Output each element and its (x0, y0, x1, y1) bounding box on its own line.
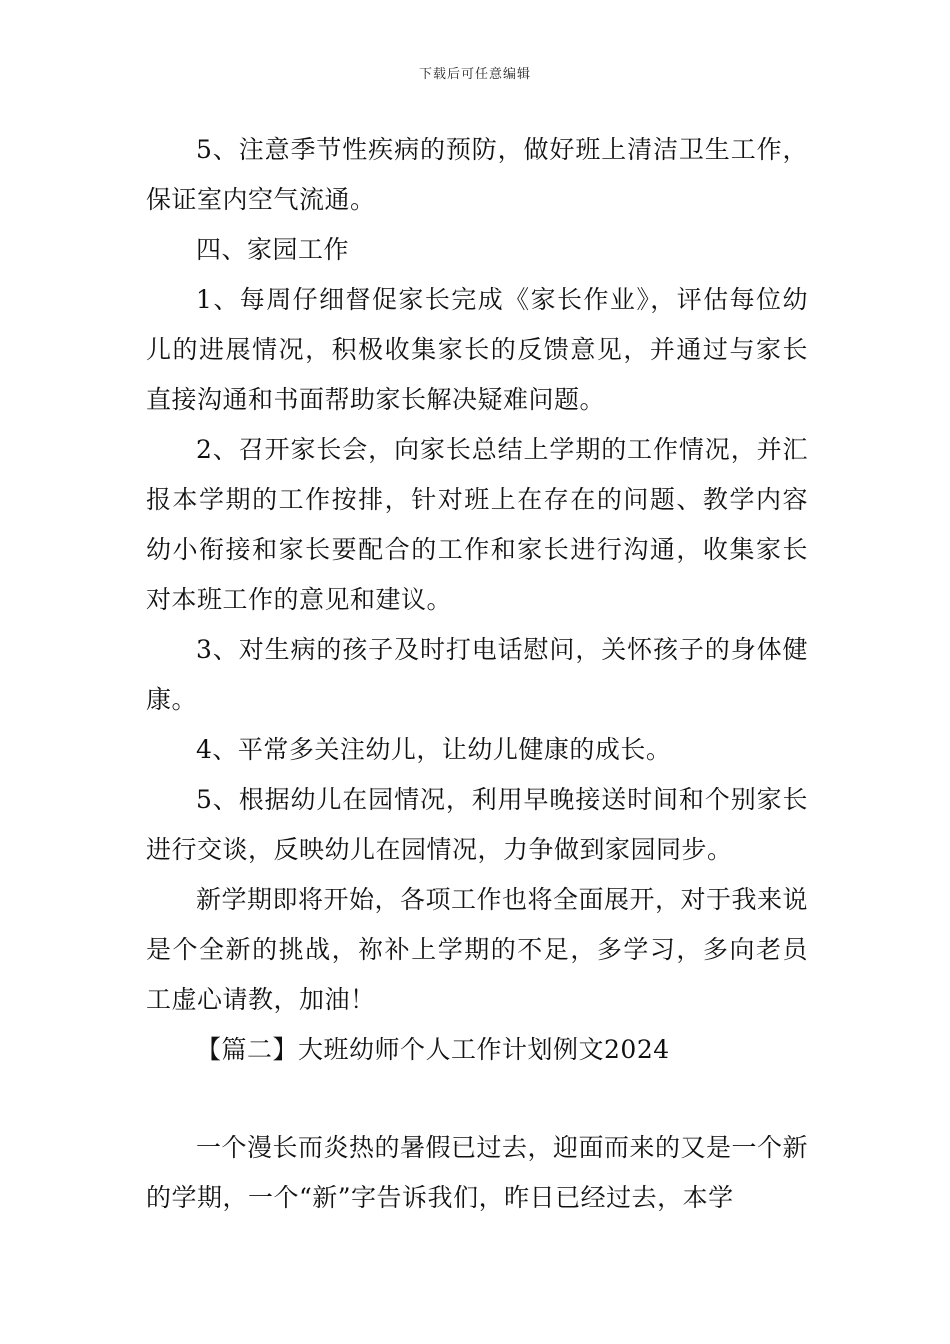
section-heading-home-school: 四、家园工作 (196, 235, 350, 264)
paragraph-conclusion: 新学期即将开始，各项工作也将全面展开，对于我来说是个全新的挑战，祢补上学期的不足，多学习，多向老员工虚心请教，加油！ (146, 885, 809, 1014)
document-body (146, 125, 808, 1223)
paragraph-sick-children: 3、对生病的孩子及时打电话慰问，关怀孩子的身体健康。 (146, 635, 808, 714)
section-title-part-two: 【篇二】大班幼师个人工作计划例文2024 (196, 1035, 670, 1064)
paragraph-care-children: 4、平常多关注幼儿，让幼儿健康的成长。 (196, 735, 672, 764)
paragraph-hygiene: 5、注意季节性疾病的预防，做好班上清洁卫生工作，保证室内空气流通。 (146, 135, 808, 214)
blank-line (146, 1075, 808, 1123)
paragraph-new-semester: 一个漫长而炎热的暑假已过去，迎面而来的又是一个新的学期，一个“新”字告诉我们，昨日已经过去，本学 (146, 1133, 809, 1212)
page-header: 下载后可任意编辑 (418, 67, 531, 82)
paragraph-parent-talks: 5、根据幼儿在园情况，利用早晚接送时间和个别家长进行交谈，反映幼儿在园情况，力争做到家园同步。 (146, 785, 808, 864)
paragraph-parent-homework: 1、每周仔细督促家长完成《家长作业》，评估每位幼儿的进展情况，积极收集家长的反馈意见，并通过与家长直接沟通和书面帮助家长解决疑难问题。 (146, 285, 808, 414)
paragraph-parent-meeting: 2、召开家长会，向家长总结上学期的工作情况，并汇报本学期的工作按排，针对班上在存在的问题、教学内容幼小衔接和家长要配合的工作和家长进行沟通，收集家长对本班工作的意见和建议。 (146, 435, 808, 614)
